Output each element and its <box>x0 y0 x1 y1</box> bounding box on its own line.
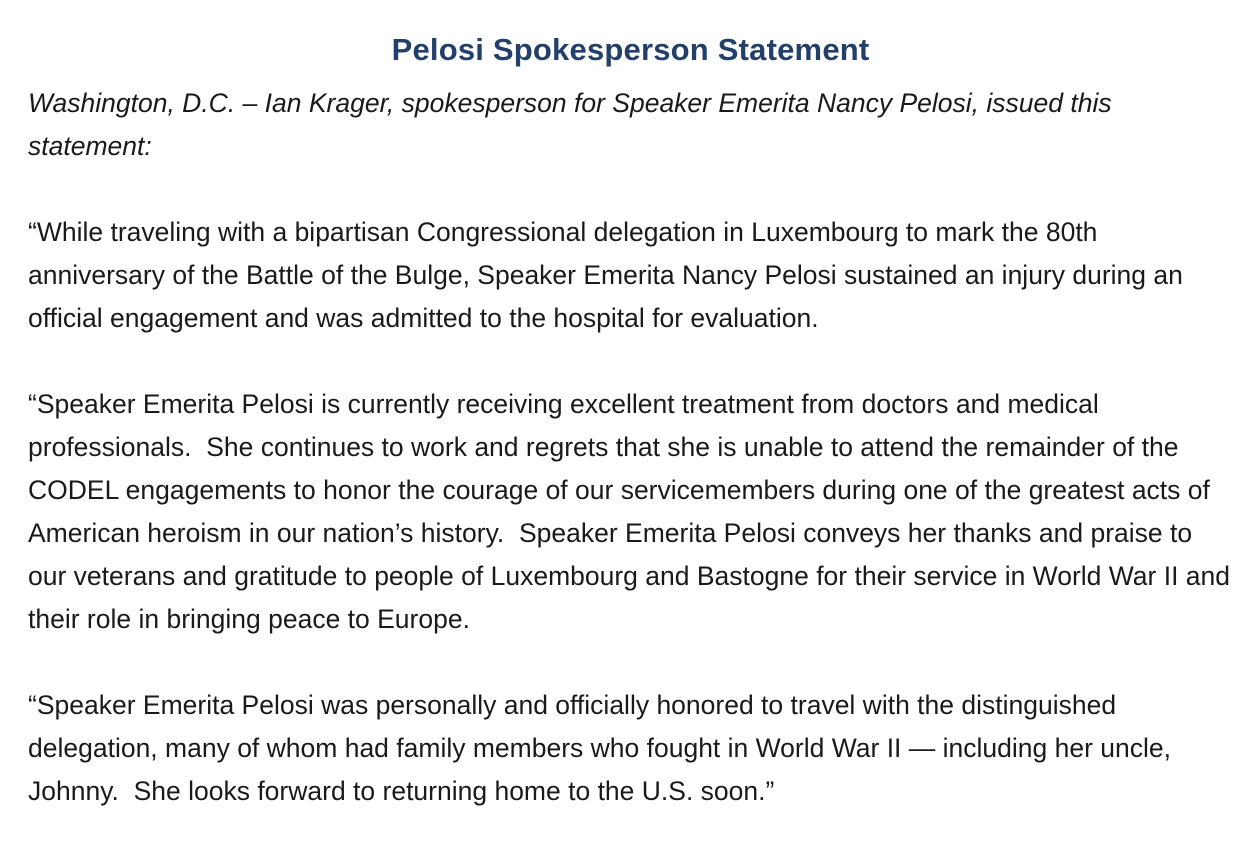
page-title: Pelosi Spokesperson Statement <box>391 32 870 67</box>
paragraph-treatment: “Speaker Emerita Pelosi is currently receiving excellent treatment from doctors and medical professionals. She continues to work and regrets that she is unable to attend the remainder of the CODEL engagements to honor the courage of our servicemembers during one of the greatest acts of American heroism in our nation’s history. Speaker Emerita Pelosi conveys her thanks and praise to our veterans and gratitude to people of Luxembourg and Bastogne for their service in World War II and their role in bringing peace to Europe. <box>28 389 1238 634</box>
paragraph-delegation: “Speaker Emerita Pelosi was personally and officially honored to travel with the distinguished delegation, many of whom had family members who fought in World War II — including her uncle, Johnny. She looks forward to returning home to the U.S. soon.” <box>28 690 1179 806</box>
dateline: Washington, D.C. – Ian Krager, spokesperson for Speaker Emerita Nancy Pelosi, issued this statement: <box>28 88 1119 161</box>
statement-document <box>28 24 1238 813</box>
paragraph-injury: “While traveling with a bipartisan Congressional delegation in Luxembourg to mark the 80th anniversary of the Battle of the Bulge, Speaker Emerita Nancy Pelosi sustained an injury during an official engagement and was admitted to the hospital for evaluation. <box>28 217 1191 333</box>
